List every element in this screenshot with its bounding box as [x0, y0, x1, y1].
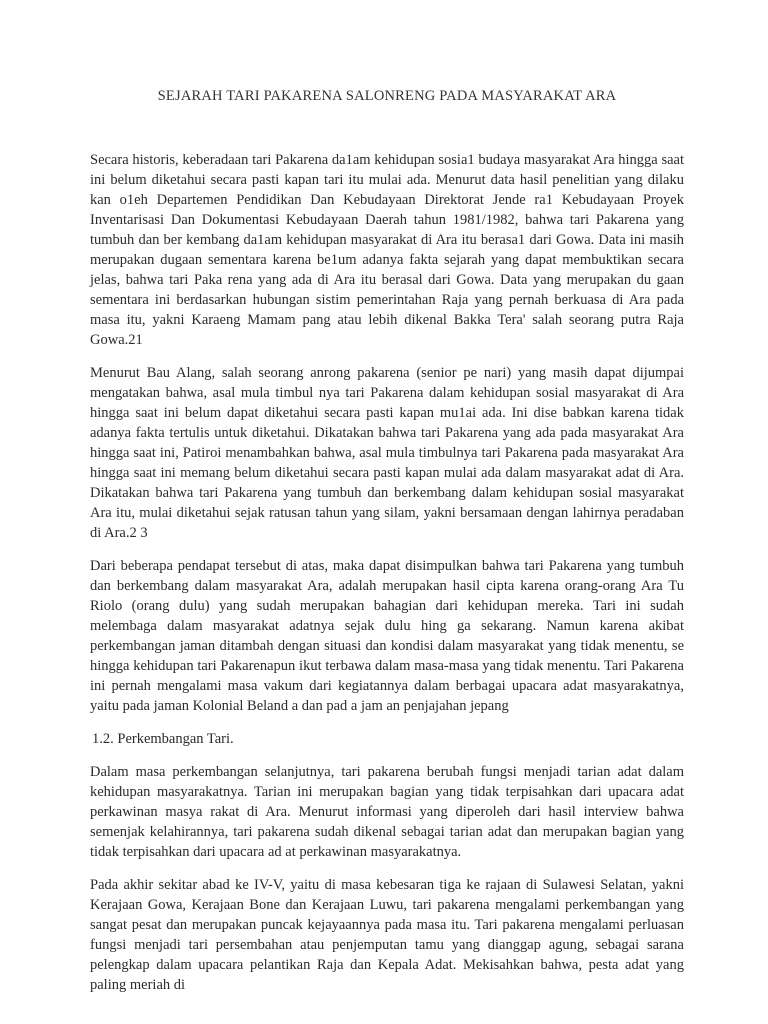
document-title: SEJARAH TARI PAKARENA SALONRENG PADA MASYARAKAT ARA — [157, 88, 617, 104]
paragraph-3: Dari beberapa pendapat tersebut di atas, maka dapat disimpulkan bahwa tari Pakarena yang tumbuh dan berkembang dalam masyarakat Ara, adalah merupakan hasil cipta karena orang-orang Ara Tu Riolo (orang dulu) yang sudah merupakan bahagian dari kehidupan mereka. Tari ini sudah melembaga dalam masyarakat adatnya sejak dulu hing ga sekarang. Namun karena akibat perkembangan jaman ditambah dengan situasi dan kondisi dalam masyarakat yang tidak menentu, se hingga kehidupan tari Pakarenapun ikut terbawa dalam masa-masa yang tidak menentu. Tari Pakarena ini pernah mengalami masa vakum dari kegiatannya dalam berbagai upacara adat masyarakatnya, yaitu pada jaman Kolonial Beland a dan pad a jam an penjajahan jepang — [90, 558, 684, 714]
paragraph-2: Menurut Bau Alang, salah seorang anrong pakarena (senior pe nari) yang masih dapat dijumpai mengatakan bahwa, asal mula timbul nya tari Pakarena dalam kehidupan sosial masyarakat di Ara hingga saat ini belum dapat diketahui secara pasti kapan mu1ai ada. Ini dise babkan karena tidak adanya fakta tertulis untuk diketahui. Dikatakan bahwa tari Pakarena yang ada pada masyarakat Ara hingga saat ini, Patiroi menambahkan bahwa, asal mula timbulnya tari Pakarena pada masyarakat Ara hingga saat ini memang belum diketahui secara pasti kapan mulai ada dalam masyarakat adat di Ara. Dikatakan bahwa tari Pakarena yang tumbuh dan berkembang dalam kehidupan sosial masyarakat Ara itu, mulai diketahui sejak ratusan tahun yang silam, yakni bersamaan dengan lahirnya peradaban di Ara.2 3 — [90, 365, 684, 541]
section-heading: 1.2. Perkembangan Tari. — [92, 731, 234, 747]
paragraph-1: Secara historis, keberadaan tari Pakarena da1am kehidupan sosia1 budaya masyarakat Ara hingga saat ini belum diketahui secara pasti kapan tari itu mulai ada. Menurut data hasil penelitian yang dilaku kan o1eh Departemen Pendidikan Dan Kebudayaan Direktorat Jende ra1 Kebudayaan Proyek Inventarisasi Dan Dokumentasi Kebudayaan Daerah tahun 1981/1982, bahwa tari Pakarena yang tumbuh dan ber kembang da1am kehidupan masyarakat di Ara itu berasa1 dari Gowa. Data ini masih merupakan dugaan sementara karena be1um adanya fakta sejarah yang dapat membuktikan secara jelas, bahwa tari Paka rena yang ada di Ara itu berasal dari Gowa. Data yang merupakan du gaan sementara ini berdasarkan hubungan sistim pemerintahan Raja yang pernah berkuasa di Ara pada masa itu, yakni Karaeng Mamam pang atau lebih dikenal Bakka Tera' salah seorang putra Raja Gowa.21 — [90, 152, 684, 348]
paragraph-5: Pada akhir sekitar abad ke IV-V, yaitu di masa kebesaran tiga ke rajaan di Sulawesi Selatan, yakni Kerajaan Gowa, Kerajaan Bone dan Kerajaan Luwu, tari pakarena mengalami perkembangan yang sangat pesat dan merupakan puncak kejayaannya pada masa itu. Tari pakarena mengalami perluasan fungsi menjadi tari persembahan atau penjemputan tamu yang dianggap agung, sebagai sarana pelengkap dalam upacara pelantikan Raja dan Kepala Adat. Mekisahkan bahwa, pesta adat yang paling meriah di — [90, 877, 684, 993]
paragraph-4: Dalam masa perkembangan selanjutnya, tari pakarena berubah fungsi menjadi tarian adat dalam kehidupan masyarakatnya. Tarian ini merupakan bagian yang tidak terpisahkan dari upacara adat perkawinan masya rakat di Ara. Menurut informasi yang diperoleh dari hasil interview bahwa semenjak kelahirannya, tari pakarena sudah dikenal sebagai tarian adat dan merupakan bagian yang tidak terpisahkan dari upacara ad at perkawinan masyarakatnya. — [90, 764, 684, 860]
